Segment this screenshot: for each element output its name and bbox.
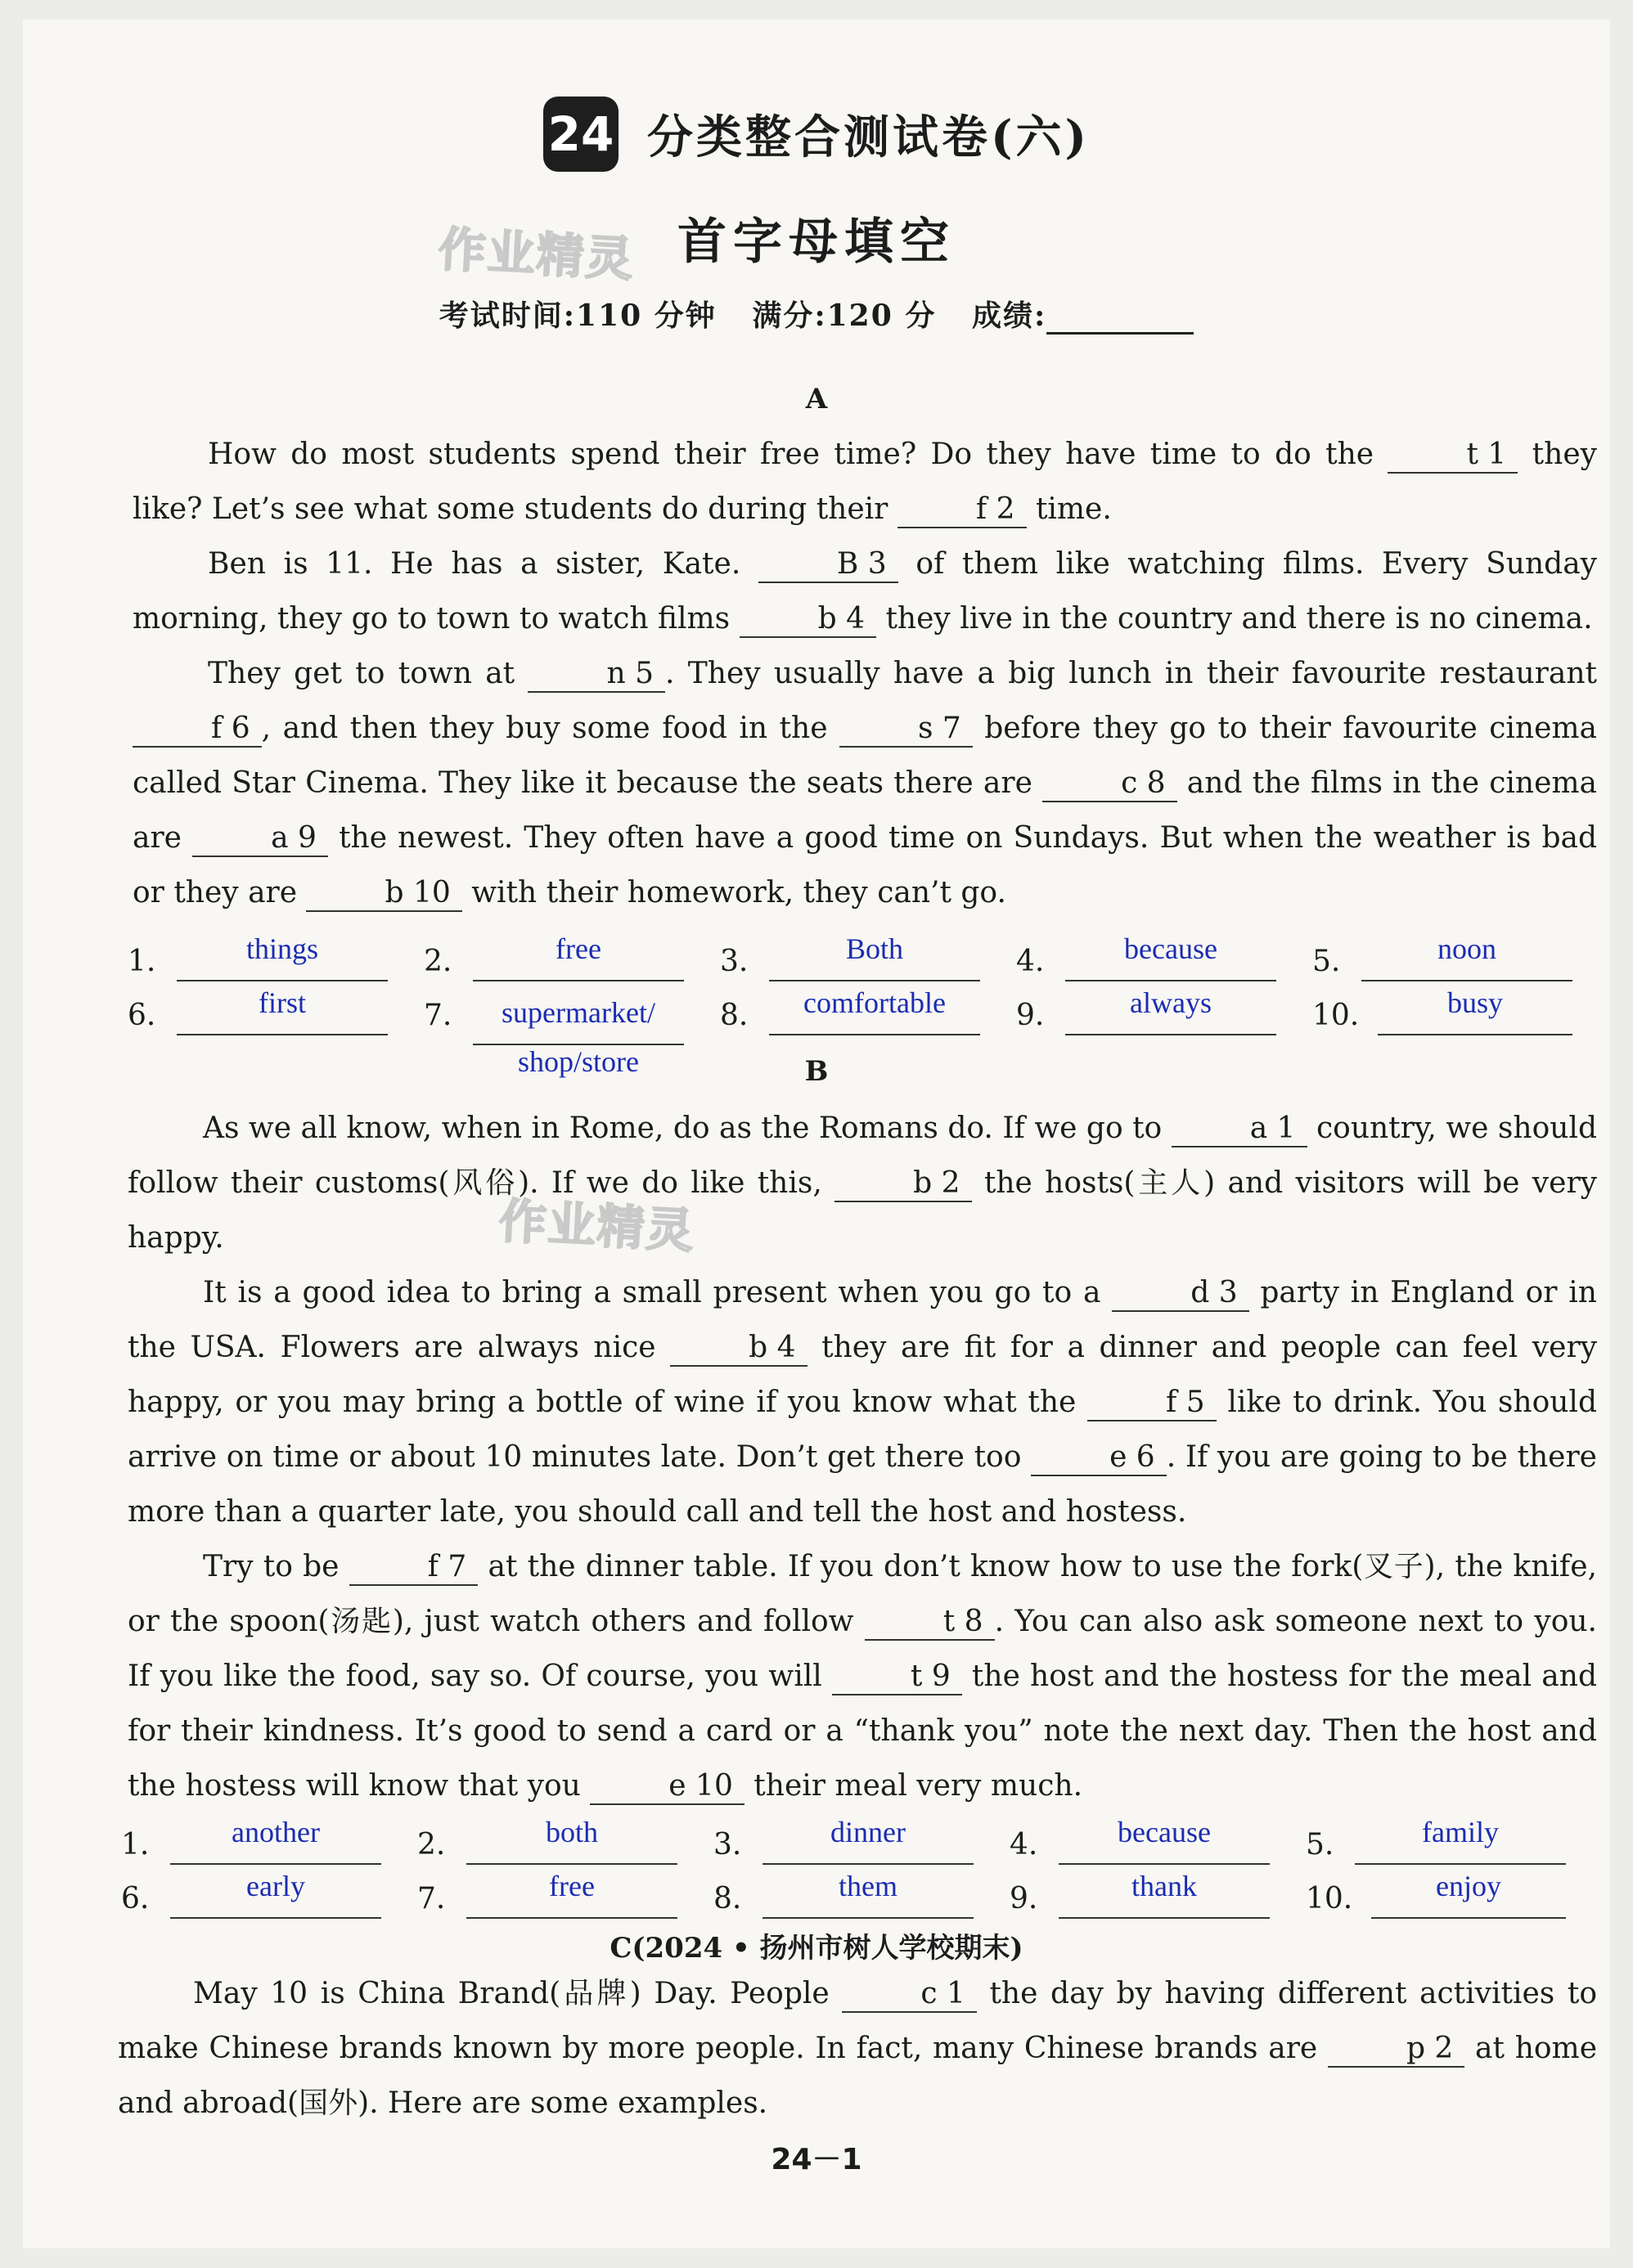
blank: f 5 [1087, 1386, 1217, 1421]
answer-value: busy [1378, 986, 1572, 1035]
blank: B 3 [758, 547, 898, 583]
answer-row [128, 981, 1600, 1078]
blank: p 2 [1328, 2032, 1464, 2068]
answer-number: 5. [1312, 945, 1341, 978]
paragraph: It is a good idea to bring a small present when you go to a d 3 party in England or in the USA. Flowers are always nice b 4 they are fit for a dinner and people can feel very happy, or you may bring a bottle of wine if you know what the f 5 like to drink. You should arrive on time or about 10 minutes late. Don’t get there too e 6 . If you are going to be there more than a quarter late, you should call and tell the host and hostess. [128, 1276, 1597, 1529]
answer-number: 4. [1016, 945, 1045, 978]
answer-number: 6. [121, 1882, 150, 1915]
blank: a 1 [1172, 1112, 1307, 1147]
exam-time: 考试时间:110 分钟 [439, 299, 717, 333]
grade-blank[interactable] [1046, 301, 1194, 335]
test-title: 分类整合测试卷(六) [647, 110, 1091, 164]
answer-row [128, 927, 1600, 981]
answer-value: first [177, 986, 388, 1035]
blank: d 3 [1112, 1276, 1248, 1312]
answer-number: 10. [1312, 999, 1360, 1032]
blank: t 8 [865, 1605, 995, 1641]
section-c-label: C(2024 • 扬州市树人学校期末) [610, 1932, 1023, 1965]
blank: b 10 [306, 876, 461, 912]
answer-number: 2. [424, 945, 452, 978]
paragraph: As we all know, when in Rome, do as the Romans do. If we go to a 1 country, we should follow their customs(风俗). If we do like this, b 2 the hosts(主人) and visitors will be very happy. [128, 1112, 1597, 1255]
answer-row [121, 1865, 1594, 1919]
answer-value: always [1065, 986, 1276, 1035]
answer-value: them [763, 1870, 974, 1919]
blank: a 9 [192, 821, 328, 857]
blank: b 2 [834, 1166, 971, 1202]
answer-value: family [1355, 1816, 1566, 1865]
answer-value: early [170, 1870, 381, 1919]
answer-value: things [177, 932, 388, 981]
page-number: 24－1 [771, 2143, 862, 2176]
test-header [0, 97, 1633, 172]
answer-number: 7. [424, 999, 452, 1032]
section-a-label: A [805, 383, 828, 415]
answer-number: 2. [417, 1828, 446, 1862]
answer-value: Both [769, 932, 980, 981]
blank: f 2 [897, 492, 1027, 528]
answer-number: 4. [1010, 1828, 1038, 1862]
answer-number: 5. [1306, 1828, 1334, 1862]
answer-number: 9. [1016, 999, 1045, 1032]
blank: t 9 [832, 1659, 962, 1695]
answer-row [121, 1811, 1594, 1865]
blank: c 1 [842, 1977, 977, 2013]
watermark: 作业精灵 [437, 221, 637, 288]
blank: b 4 [740, 602, 876, 638]
section-c-passage [118, 1966, 1597, 2131]
answer-value: thank [1059, 1870, 1270, 1919]
test-subtitle: 首字母填空 [677, 213, 956, 271]
blank: e 6 [1031, 1440, 1167, 1476]
blank: s 7 [839, 712, 973, 748]
section-b-passage [128, 1101, 1597, 1813]
section-a-passage [133, 427, 1597, 920]
blank: f 6 [133, 712, 262, 748]
paragraph: Ben is 11. He has a sister, Kate. B 3 of them like watching films. Every Sunday morning, they go to town to watch films b 4 they live in the country and there is no cinema. [133, 537, 1597, 646]
answer-number: 1. [121, 1828, 150, 1862]
answer-value: free [473, 932, 684, 981]
answer-value: comfortable [769, 986, 980, 1035]
answer-value: because [1059, 1816, 1270, 1865]
answer-number: 10. [1306, 1882, 1353, 1915]
paragraph: They get to town at n 5 . They usually have a big lunch in their favourite restaurant f 6 , and then they buy some food in the s 7 before they go to their favourite cinema called Star Cinema. They like it because the seats there are c 8 and the films in the cinema are a 9 the newest. They often have a good time on Sundays. But when the weather is bad or they are b 10 with their homework, they can’t go. [133, 646, 1597, 920]
answer-number: 6. [128, 999, 156, 1032]
answer-line: shop/store [518, 1045, 639, 1078]
answer-number: 8. [713, 1882, 742, 1915]
grade-label: 成绩: [971, 299, 1047, 333]
answer-value: both [466, 1816, 677, 1865]
paragraph: May 10 is China Brand(品牌) Day. People c 1 the day by having different activities to make Chinese brands known by more people. In fact, many Chinese brands are p 2 at home and abroad(国外). Here are some examples. [118, 1977, 1597, 2120]
answer-value: because [1065, 932, 1276, 981]
paragraph: Try to be f 7 at the dinner table. If you don’t know how to use the fork(叉子), the knife, or the spoon(汤匙), just watch others and follow t 8 . You can also ask someone next to you. If you like the food, say so. Of course, you will t 9 the host and the hostess for the meal and for their kindness. It’s good to send a card or a “thank you” note the next day. Then the host and the hostess will know that you e 10 their meal very much. [128, 1539, 1597, 1813]
answer-number: 1. [128, 945, 156, 978]
blank: n 5 [528, 657, 665, 693]
answer-number: 8. [720, 999, 749, 1032]
exam-info [0, 293, 1633, 335]
answer-line: supermarket/ [473, 996, 684, 1045]
test-number-badge: 24 [543, 97, 619, 172]
answer-number: 3. [713, 1828, 742, 1862]
paragraph: How do most students spend their free time? Do they have time to do the t 1 they like? Let’s see what some students do during their f 2 time. [133, 427, 1597, 537]
answer-value: dinner [763, 1816, 974, 1865]
section-b-label: B [804, 1055, 829, 1088]
answer-number: 3. [720, 945, 749, 978]
full-score: 满分:120 分 [752, 299, 937, 333]
watermark: 作业精灵 [497, 1192, 697, 1260]
answer-number: 9. [1010, 1882, 1038, 1915]
answer-number: 7. [417, 1882, 446, 1915]
answer-value: another [170, 1816, 381, 1865]
answer-value: noon [1361, 932, 1572, 981]
blank: b 4 [670, 1331, 807, 1367]
blank: f 7 [349, 1550, 479, 1586]
blank: t 1 [1388, 438, 1518, 474]
answer-value: enjoy [1371, 1870, 1566, 1919]
blank: e 10 [590, 1769, 745, 1805]
blank: c 8 [1042, 766, 1177, 802]
answer-value: free [466, 1870, 677, 1919]
